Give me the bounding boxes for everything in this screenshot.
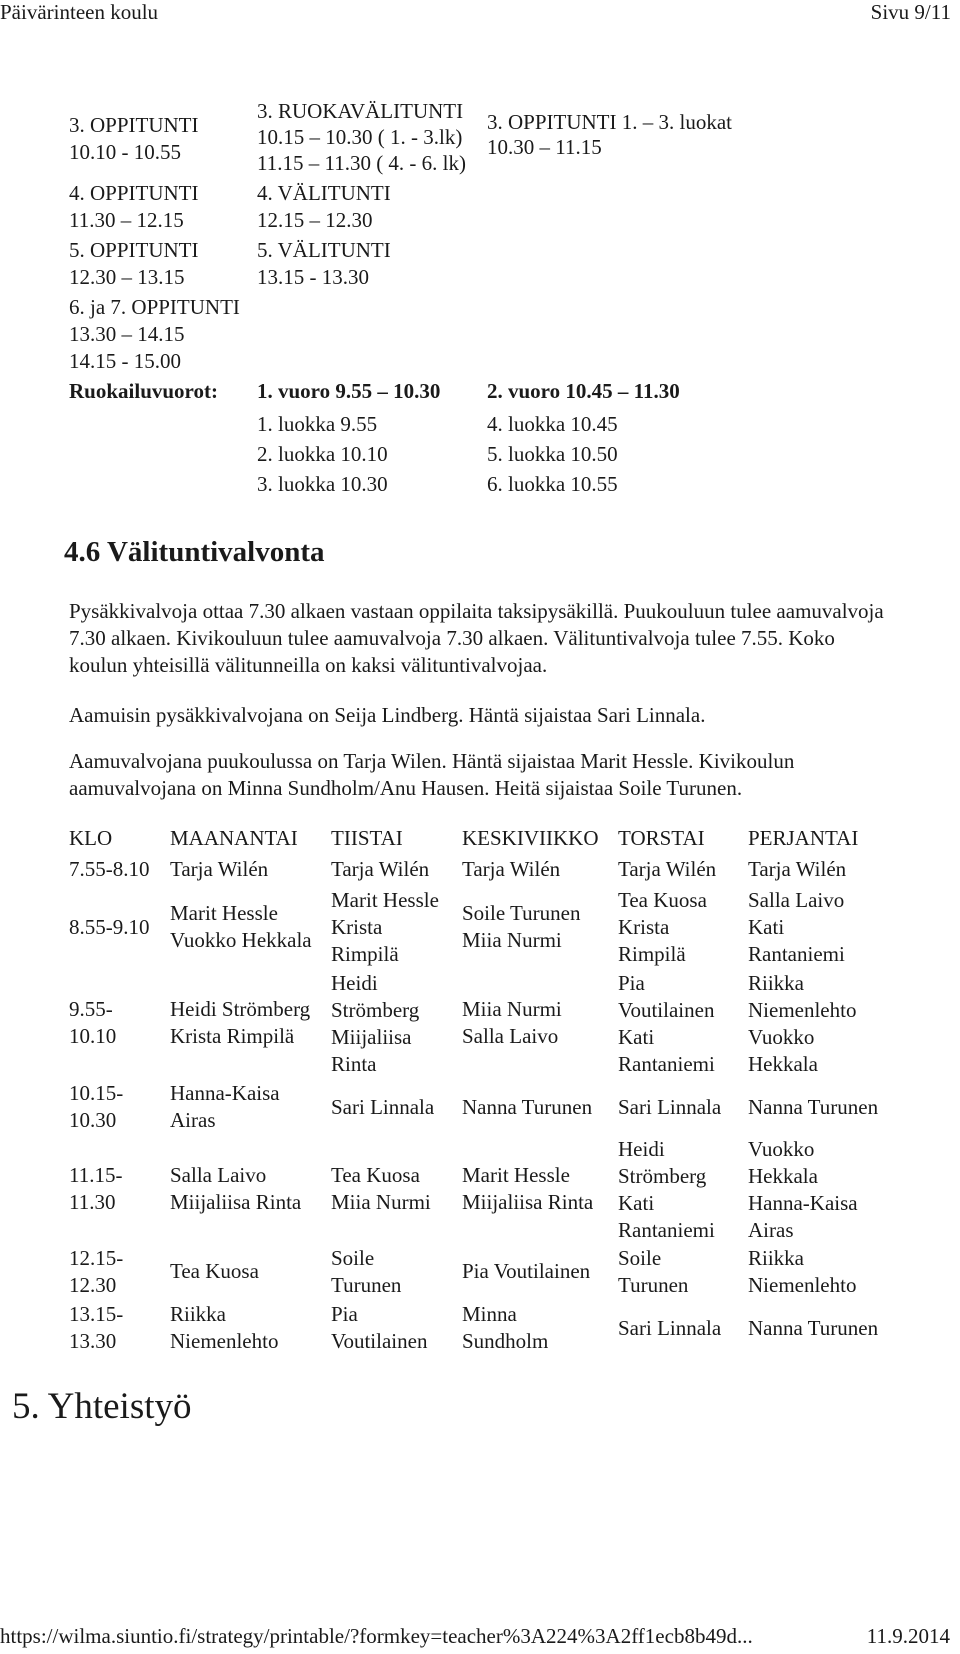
schedule-line: 11.15 – 11.30 ( 4. - 6. lk) (257, 151, 467, 175)
table-cell: Salla Laivo Miijaliisa Rinta (170, 1163, 302, 1214)
lunch-turn-2: 2. vuoro 10.45 – 11.30 (487, 379, 680, 403)
table-cell: Tea Kuosa Miia Nurmi (331, 1163, 431, 1214)
table-cell: Soile Turunen (331, 1246, 402, 1297)
table-header-friday: PERJANTAI (748, 826, 859, 850)
table-header-monday: MAANANTAI (170, 826, 298, 850)
table-cell: Minna Sundholm (462, 1302, 549, 1353)
schedule-line: 10.10 - 10.55 (69, 140, 181, 164)
table-cell: Tarja Wilén (170, 857, 269, 881)
table-cell: Nanna Turunen (748, 1316, 879, 1340)
table-cell: Marit Hessle Miijaliisa Rinta (462, 1163, 594, 1214)
schedule-line: 5. VÄLITUNTI (257, 238, 391, 262)
table-cell: Pia Voutilainen (462, 1259, 591, 1283)
table-cell: Miia Nurmi Salla Laivo (462, 997, 562, 1048)
schedule-line: 14.15 - 15.00 (69, 349, 181, 373)
page-header-page-number: Sivu 9/11 (870, 0, 951, 24)
lunch-class: 1. luokka 9.55 (257, 412, 378, 436)
schedule-line: 3. OPPITUNTI 1. – 3. luokat (487, 110, 732, 134)
table-header-wednesday: KESKIVIIKKO (462, 826, 599, 850)
table-cell: Sari Linnala (331, 1095, 435, 1119)
page-header-school: Päivärinteen koulu (0, 0, 159, 24)
schedule-line: 4. VÄLITUNTI (257, 181, 391, 205)
schedule-line: 4. OPPITUNTI (69, 181, 199, 205)
schedule-lesson-5 (69, 237, 199, 291)
table-cell: Riikka Niemenlehto (170, 1302, 279, 1353)
lunch-turn-1: 1. vuoro 9.55 – 10.30 (257, 379, 441, 403)
footer-url: https://wilma.siuntio.fi/strategy/printable/?formkey=teacher%3A224%3A2ff1ecb8b49d... (0, 1624, 753, 1648)
table-cell: Nanna Turunen (748, 1095, 879, 1119)
lunch-class: 3. luokka 10.30 (257, 472, 388, 496)
table-cell-time: 7.55-8.10 (69, 857, 150, 881)
table-cell: Tea Kuosa Krista Rimpilä (618, 888, 707, 966)
table-cell: Tarja Wilén (748, 857, 847, 881)
paragraph-morning-stop-supervisor: Aamuisin pysäkkivalvojana on Seija Lindberg. Häntä sijaistaa Sari Linnala. (69, 703, 706, 727)
lunch-class: 2. luokka 10.10 (257, 442, 388, 466)
schedule-lesson-3-grades-1-3 (487, 110, 732, 160)
table-cell: Sari Linnala (618, 1316, 722, 1340)
table-header-thursday: TORSTAI (618, 826, 705, 850)
schedule-lessons-6-7 (69, 294, 240, 375)
schedule-line: 3. OPPITUNTI (69, 113, 199, 137)
schedule-line: 13.30 – 14.15 (69, 322, 185, 346)
table-cell: Riikka Niemenlehto Vuokko Hekkala (748, 971, 857, 1076)
table-cell: Soile Turunen (618, 1246, 689, 1297)
schedule-break-4 (257, 180, 391, 234)
table-cell: Marit Hessle Krista Rimpilä (331, 888, 439, 966)
table-cell-time: 13.15- 13.30 (69, 1302, 124, 1353)
table-cell: Tea Kuosa (170, 1259, 259, 1283)
table-cell-time: 12.15- 12.30 (69, 1246, 124, 1297)
table-cell: Heidi Strömberg Kati Rantaniemi (618, 1137, 715, 1242)
table-cell: Tarja Wilén (618, 857, 717, 881)
schedule-line: 12.30 – 13.15 (69, 265, 185, 289)
table-cell: Salla Laivo Kati Rantaniemi (748, 888, 845, 966)
schedule-line: 10.30 – 11.15 (487, 135, 602, 159)
table-cell: Tarja Wilén (462, 857, 561, 881)
table-cell: Soile Turunen Miia Nurmi (462, 901, 581, 952)
lunch-classes-left (257, 409, 388, 499)
table-cell-time: 9.55- 10.10 (69, 997, 117, 1048)
table-header-tuesday: TIISTAI (331, 826, 403, 850)
schedule-lesson-3 (69, 112, 199, 166)
lunch-class: 5. luokka 10.50 (487, 442, 618, 466)
table-cell: Pia Voutilainen (331, 1302, 428, 1353)
table-cell: Marit Hessle Vuokko Hekkala (170, 901, 312, 952)
lunch-class: 4. luokka 10.45 (487, 412, 618, 436)
table-cell: Nanna Turunen (462, 1095, 593, 1119)
table-header-klo: KLO (69, 826, 113, 850)
schedule-line: 5. OPPITUNTI (69, 238, 199, 262)
table-cell: Hanna-Kaisa Airas (170, 1081, 280, 1132)
schedule-line: 12.15 – 12.30 (257, 208, 373, 232)
table-cell: Heidi Strömberg Miijaliisa Rinta (331, 971, 420, 1076)
paragraph-stop-supervision: Pysäkkivalvoja ottaa 7.30 alkaen vastaan oppilaita taksipysäkillä. Puukouluun tulee aamuvalvoja 7.30 alkaen. Kivikouluun tulee aamuvalvoja 7.30 alkaen. Välituntivalvoja tulee 7.55. Koko koulun yhteisillä välitunneilla on kaksi välituntivalvojaa. (69, 599, 884, 677)
table-cell-time: 10.15- 10.30 (69, 1081, 124, 1132)
footer-date: 11.9.2014 (866, 1624, 950, 1648)
lunch-label: Ruokailuvuorot: (69, 379, 218, 403)
table-cell: Vuokko Hekkala Hanna-Kaisa Airas (748, 1137, 858, 1242)
schedule-line: 3. RUOKAVÄLITUNTI (257, 99, 464, 123)
table-cell: Heidi Strömberg Krista Rimpilä (170, 997, 311, 1048)
section-heading-5: 5. Yhteistyö (12, 1386, 192, 1427)
lunch-class: 6. luokka 10.55 (487, 472, 618, 496)
table-cell: Tarja Wilén (331, 857, 430, 881)
lunch-classes-right (487, 409, 618, 499)
paragraph-morning-supervisors: Aamuvalvojana puukoulussa on Tarja Wilen. Häntä sijaistaa Marit Hessle. Kivikoulun aamuvalvojana on Minna Sundholm/Anu Hausen. Heitä sijaistaa Soile Turunen. (69, 749, 795, 800)
schedule-line: 13.15 - 13.30 (257, 265, 369, 289)
schedule-line: 10.15 – 10.30 ( 1. - 3.lk) (257, 125, 463, 149)
schedule-lesson-4 (69, 180, 199, 234)
table-cell: Riikka Niemenlehto (748, 1246, 857, 1297)
schedule-line: 11.30 – 12.15 (69, 208, 184, 232)
table-cell: Pia Voutilainen Kati Rantaniemi (618, 971, 715, 1076)
schedule-lunch-break-3 (257, 98, 466, 176)
table-cell-time: 8.55-9.10 (69, 915, 150, 939)
table-cell-time: 11.15- 11.30 (69, 1163, 123, 1214)
schedule-break-5 (257, 237, 391, 291)
table-cell: Sari Linnala (618, 1095, 722, 1119)
schedule-line: 6. ja 7. OPPITUNTI (69, 295, 240, 319)
section-heading-4-6: 4.6 Välituntivalvonta (64, 536, 325, 568)
